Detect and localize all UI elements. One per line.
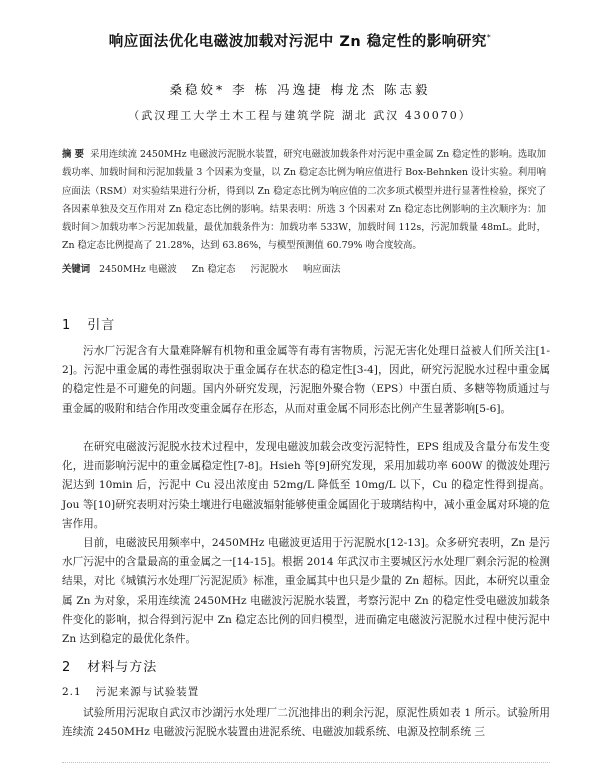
keyword: Zn 稳定态	[191, 264, 236, 275]
keywords	[62, 261, 546, 275]
paper-title-text: 响应面法优化电磁波加载对污泥中 Zn 稳定性的影响研究	[108, 34, 487, 50]
section-heading-introduction	[62, 314, 115, 333]
title-footnote-mark: *	[486, 33, 492, 43]
section-title: 材料与方法	[87, 660, 158, 675]
keyword: 2450MHz 电磁波	[99, 264, 177, 275]
paper-title	[0, 30, 600, 51]
intro-paragraph: 污水厂污泥含有大量难降解有机物和重金属等有毒有害物质，污泥无害化处理日益被人们所关注[1-2]。污泥中重金属的毒性强弱取决于重金属存在状态的稳定性[3-4]，因此，研究污泥脱水过程中重金属的稳定性是不可避免的问题。国内外研究发现，污泥胞外聚合物（EPS）中蛋白质、多糖等物质通过与重金属的吸附和结合作用改变重金属存在形态，从而对重金属不同形态比例产生显著影响[5-6]。	[62, 345, 550, 415]
section-heading-materials-methods	[62, 656, 157, 675]
keywords-label: 关键词	[62, 264, 91, 275]
body-paragraph: 试验所用污泥取自武汉市沙湖污水处理厂二沉池排出的剩余污泥，原泥性质如表 1 所示。试验所用连续流 2450MHz 电磁波污泥脱水装置由进泥系统、电磁波加载系统、电源及控制系统 三	[62, 707, 550, 739]
section-number: 1	[62, 318, 72, 333]
author-list: 桑稳姣* 李 栋 冯逸捷 梅龙杰 陈志毅	[169, 82, 431, 97]
subsection-title: 污泥来源与试验装置	[95, 686, 200, 698]
abstract-text: 采用连续流 2450MHz 电磁波污泥脱水装置，研究电磁波加载条件对污泥中重金属 Zn 稳定性的影响。选取加载功率、加载时间和污泥加载量 3 个因素为变量，以 Zn 稳定态比例为响应值进行 Box-Behnken 设计实验。利用响应面法（RSM）对实验结果进行分析，得到以 Zn 稳定态比例为响应值的二次多项式模型并进行显著性检验，探究了各因素单独及交互作用对 Zn 稳定态比例的影响。结果表明：所选 3 个因素对 Zn 稳定态比例影响的主次顺序为：加载时间＞加载功率＞污泥加载量，最优加载条件为：加载功率 533W，加载时间 112s，污泥加载量 48mL。此时，Zn 稳定态比例提高了 21.28%，达到 63.86%，与模型预测值 60.79% 吻合度较高。	[62, 149, 546, 252]
intro-paragraph: 在研究电磁波污泥脱水技术过程中，发现电磁波加载会改变污泥特性，EPS 组成及含量分布发生变化，进而影响污泥中的重金属稳定性[7-8]。Hsieh 等[9]研究发现，采用加载功率 600W 的微波处理污泥达到 10min 后，污泥中 Cu 浸出浓度由 52mg/L 降低至 10mg/L 以下，Cu 的稳定性得到提高。Jou 等[10]研究表明对污染土壤进行电磁波辐射能够使重金属固化于玻璃结构中，减小重金属对环境的危害作用。	[62, 441, 550, 530]
keyword: 响应面法	[302, 264, 341, 275]
abstract-label: 摘 要	[62, 149, 85, 160]
section-title: 引言	[87, 318, 116, 333]
subsection-heading-sludge-source	[62, 684, 199, 699]
abstract	[62, 146, 546, 256]
intro-paragraph: 目前，电磁波民用频率中，2450MHz 电磁波更适用于污泥脱水[12-13]。众多研究表明，Zn 是污水厂污泥中的含量最高的重金属之一[14-15]。根据 2014 年武汉市主要城区污水处理厂剩余污泥的检测结果，对比《城镇污水处理厂污泥泥质》标准，重金属其中也只是少量的 Zn 超标。因此，本研究以重金属 Zn 为对象，采用连续流 2450MHz 电磁波污泥脱水装置，考察污泥中 Zn 的稳定性受电磁波加载条件变化的影响，拟合得到污泥中 Zn 稳定态比例的回归模型，进而确定电磁波污泥脱水过程中使污泥中 Zn 达到稳定的最优化条件。	[62, 537, 550, 646]
subsection-number: 2.1	[62, 686, 82, 698]
section-number: 2	[62, 660, 72, 675]
keyword: 污泥脱水	[250, 264, 288, 275]
affiliation: （武汉理工大学土木工程与建筑学院 湖北 武汉 430070）	[128, 109, 472, 122]
